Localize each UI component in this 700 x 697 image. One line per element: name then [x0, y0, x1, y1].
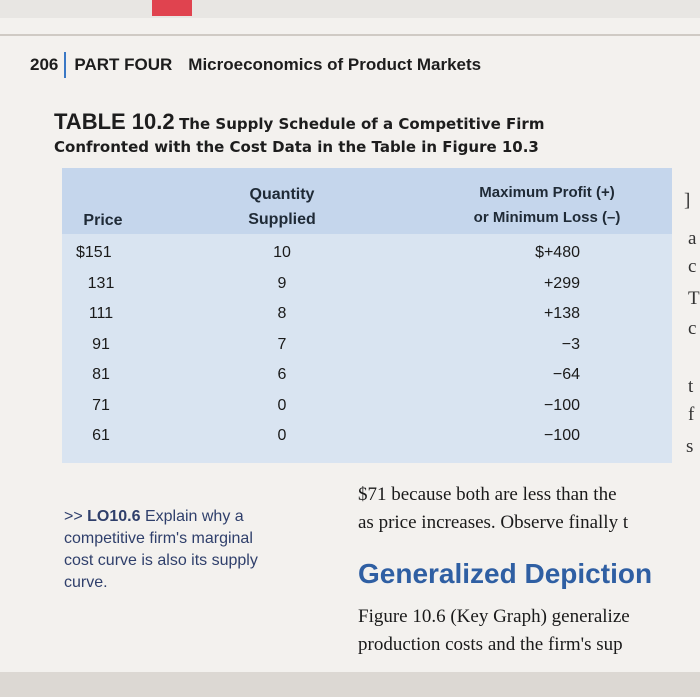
side-letter: T — [688, 288, 700, 309]
table-row — [62, 397, 672, 428]
subject-label: Microeconomics of Product Markets — [188, 55, 482, 74]
cell-quantity: 8 — [277, 305, 287, 322]
section-heading: Generalized Depiction — [358, 558, 653, 589]
cell-profit: +138 — [543, 305, 580, 322]
cell-profit: −100 — [543, 396, 580, 414]
lo-text-line3: cost curve is also its supply — [64, 552, 258, 569]
cell-price: 61 — [92, 427, 110, 444]
table-number: TABLE 10.2 — [54, 109, 175, 134]
bottom-page-edge — [0, 672, 700, 697]
side-letter: f — [688, 404, 695, 425]
cell-profit: −100 — [543, 427, 580, 444]
cell-price: 111 — [88, 305, 114, 322]
side-letter: s — [686, 436, 694, 457]
col-profit-line1: Maximum Profit (+) — [479, 184, 615, 201]
body-line2: as price increases. Observe finally t — [358, 512, 629, 533]
col-quantity-line1: Quantity — [249, 186, 315, 203]
table-row — [62, 305, 672, 336]
table-header-row — [62, 168, 672, 234]
lo-text-line2: competitive firm's marginal — [64, 530, 253, 547]
cell-price: 131 — [87, 274, 115, 292]
running-header — [30, 52, 481, 78]
side-letter: c — [688, 318, 697, 339]
col-quantity-line2: Supplied — [248, 211, 316, 228]
cell-profit: $+480 — [535, 244, 580, 261]
part-label: PART FOUR — [74, 55, 173, 74]
side-letter: a — [688, 228, 697, 249]
cell-price: 81 — [92, 366, 110, 383]
cell-price: 71 — [92, 396, 110, 414]
body-line4: production costs and the firm's sup — [358, 634, 623, 655]
table-title-line2: Confronted with the Cost Data in the Table in Figure 10.3 — [54, 138, 539, 156]
cell-quantity: 0 — [277, 396, 287, 414]
table-caption — [54, 110, 544, 159]
top-rule — [0, 34, 700, 36]
header-divider — [64, 52, 66, 78]
body-line1: $71 because both are less than the — [358, 484, 617, 505]
side-letter: c — [688, 256, 697, 277]
table-row — [62, 336, 672, 367]
cell-quantity: 6 — [277, 366, 287, 383]
page-number: 206 — [30, 55, 59, 74]
body-line3: Figure 10.6 (Key Graph) generalize — [358, 606, 630, 627]
table-row — [62, 427, 672, 458]
table-row — [62, 366, 672, 397]
textbook-page — [0, 18, 700, 694]
red-page-tab — [152, 0, 192, 16]
learning-objective — [64, 506, 334, 594]
lo-arrow: >> — [64, 508, 83, 525]
cell-profit: −3 — [561, 335, 580, 353]
table-row — [62, 244, 672, 275]
col-profit-line2: or Minimum Loss (–) — [473, 209, 621, 226]
cell-profit: −64 — [552, 366, 580, 383]
cell-quantity: 7 — [277, 335, 287, 353]
cell-quantity: 10 — [273, 244, 291, 261]
lo-text-line1: Explain why a — [144, 508, 244, 525]
cell-quantity: 0 — [277, 427, 287, 444]
side-letter: ] — [684, 190, 691, 211]
lo-code: LO10.6 — [87, 508, 141, 525]
side-letter: t — [688, 376, 694, 397]
table-row — [62, 275, 672, 306]
table-title-line1: The Supply Schedule of a Competitive Firm — [179, 115, 545, 133]
lo-text-line4: curve. — [64, 574, 108, 591]
cell-price: 91 — [92, 335, 110, 353]
cell-price: $151 — [76, 244, 112, 261]
col-price: Price — [83, 212, 123, 229]
cell-profit: +299 — [543, 274, 580, 292]
cell-quantity: 9 — [277, 274, 287, 292]
supply-schedule-table — [62, 168, 672, 463]
